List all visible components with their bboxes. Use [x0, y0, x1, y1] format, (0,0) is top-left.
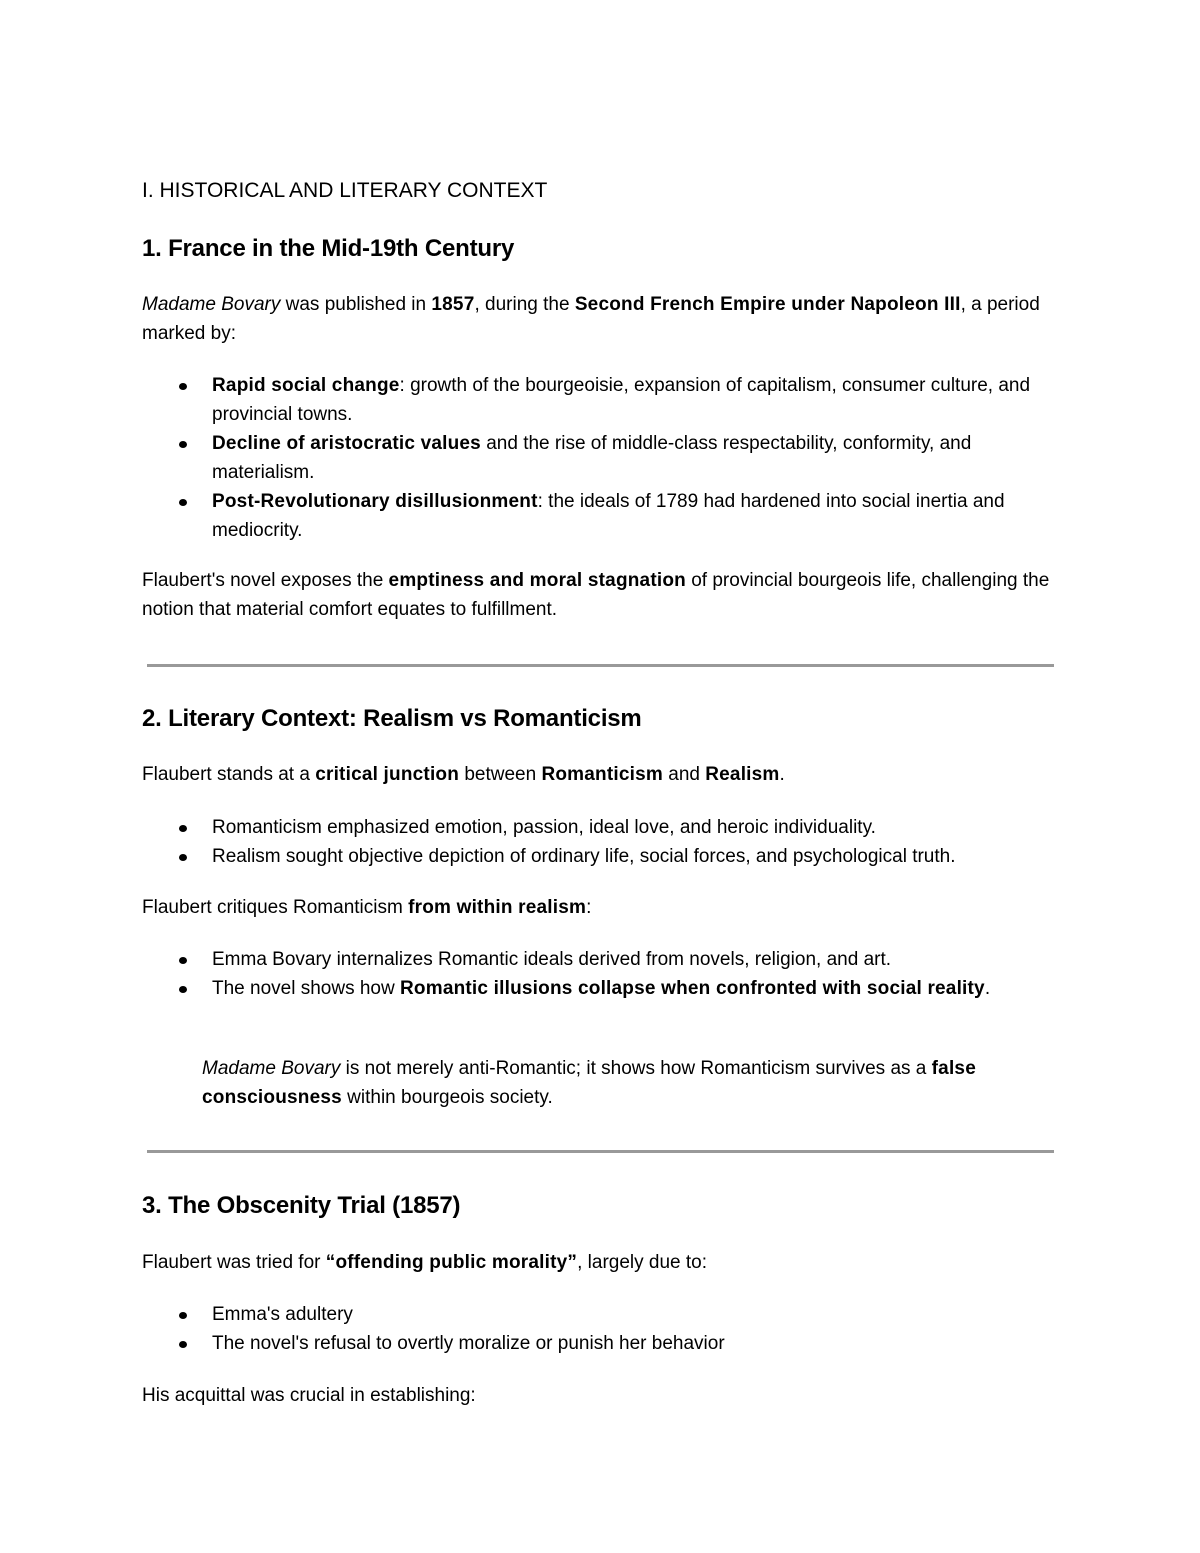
text-run: and	[662, 764, 706, 785]
text-run: is not merely anti-Romantic; it shows how Romanticism survives as a	[340, 1058, 932, 1079]
bold-run: Realism	[705, 764, 780, 785]
bullet-icon	[179, 1312, 187, 1319]
list-item	[142, 429, 1062, 487]
bullet-icon	[179, 441, 187, 448]
paragraph-trial-intro	[142, 1248, 1062, 1277]
bold-run: Rapid social change	[212, 375, 400, 396]
paragraph-intro-literary	[142, 760, 1062, 789]
list-critique-points	[142, 945, 1062, 1003]
italic-title: Madame Bovary	[142, 294, 281, 315]
text-run: Flaubert was tried for	[142, 1252, 326, 1273]
bold-run: Romantic illusions collapse when confronted with social reality	[400, 978, 985, 999]
text-run: .	[779, 764, 785, 785]
text-run: and the rise of middle-class respectability, conformity, and materialism.	[212, 433, 972, 483]
horizontal-divider	[147, 1150, 1054, 1153]
bullet-icon	[179, 957, 187, 964]
text-run: , during the	[474, 294, 575, 315]
paragraph-closing-france	[142, 566, 1062, 624]
text-run: Romanticism emphasized emotion, passion, ideal love, and heroic individuality.	[212, 817, 876, 838]
bold-run: Romanticism	[541, 764, 663, 785]
text-run: The novel's refusal to overtly moralize or punish her behavior	[212, 1333, 725, 1354]
section-title: I. HISTORICAL AND LITERARY CONTEXT	[142, 179, 548, 202]
list-period-features	[142, 371, 1062, 545]
text-run: was published in	[280, 294, 432, 315]
list-item	[142, 813, 1062, 842]
bold-run: Second French Empire under Napoleon III	[574, 294, 961, 315]
bullet-icon	[179, 499, 187, 506]
text-run: between	[459, 764, 542, 785]
text-run: of provincial bourgeois life, challenging the notion that material comfort equates to fulfillment.	[142, 570, 1050, 620]
bullet-icon	[179, 825, 187, 832]
bullet-icon	[179, 854, 187, 861]
horizontal-divider	[147, 664, 1054, 667]
indented-quote	[142, 1054, 992, 1112]
text-run: : growth of the bourgeoisie, expansion of capitalism, consumer culture, and provincial towns.	[212, 375, 1031, 425]
text-run: Flaubert critiques Romanticism	[142, 897, 409, 918]
bold-run: Decline of aristocratic values	[212, 433, 481, 454]
list-item	[142, 371, 1062, 429]
heading-france-19th-century: 1. France in the Mid-19th Century	[142, 235, 515, 262]
list-item	[142, 1300, 1062, 1329]
text-run: Realism sought objective depiction of ordinary life, social forces, and psychological truth.	[212, 846, 956, 867]
paragraph-critique	[142, 893, 1062, 922]
bold-run: 1857	[431, 294, 475, 315]
bold-run: “offending public morality”	[325, 1252, 578, 1273]
text-run: Flaubert's novel exposes the	[142, 570, 389, 591]
list-movements	[142, 813, 1062, 871]
bullet-icon	[179, 383, 187, 390]
paragraph-acquittal: His acquittal was crucial in establishing:	[142, 1385, 476, 1406]
text-run: , largely due to:	[577, 1252, 708, 1273]
heading-literary-context: 2. Literary Context: Realism vs Romanticism	[142, 705, 642, 732]
text-run: The novel shows how	[212, 978, 400, 999]
list-item	[142, 974, 1062, 1003]
list-trial-reasons	[142, 1300, 1062, 1358]
bold-run: critical junction	[315, 764, 460, 785]
list-item	[142, 1329, 1062, 1358]
bold-run: false consciousness	[202, 1058, 976, 1108]
list-item	[142, 842, 1062, 871]
bullet-icon	[179, 1341, 187, 1348]
text-run: .	[984, 978, 991, 999]
text-run: : the ideals of 1789 had hardened into social inertia and mediocrity.	[212, 491, 1005, 541]
list-item	[142, 945, 1062, 974]
italic-title: Madame Bovary	[202, 1058, 341, 1079]
text-run: Emma's adultery	[212, 1304, 353, 1325]
text-run: Emma Bovary internalizes Romantic ideals derived from novels, religion, and art.	[212, 949, 892, 970]
text-run: , a period marked by:	[142, 294, 1040, 344]
list-item	[142, 487, 1062, 545]
paragraph-intro-france	[142, 290, 1062, 348]
bold-run: from within realism	[408, 897, 587, 918]
bold-run: emptiness and moral stagnation	[388, 570, 686, 591]
bold-run: Post-Revolutionary disillusionment	[212, 491, 538, 512]
text-run: Flaubert stands at a	[142, 764, 316, 785]
heading-obscenity-trial: 3. The Obscenity Trial (1857)	[142, 1192, 461, 1219]
text-run: within bourgeois society.	[341, 1087, 553, 1108]
bullet-icon	[179, 986, 187, 993]
text-run: :	[586, 897, 592, 918]
